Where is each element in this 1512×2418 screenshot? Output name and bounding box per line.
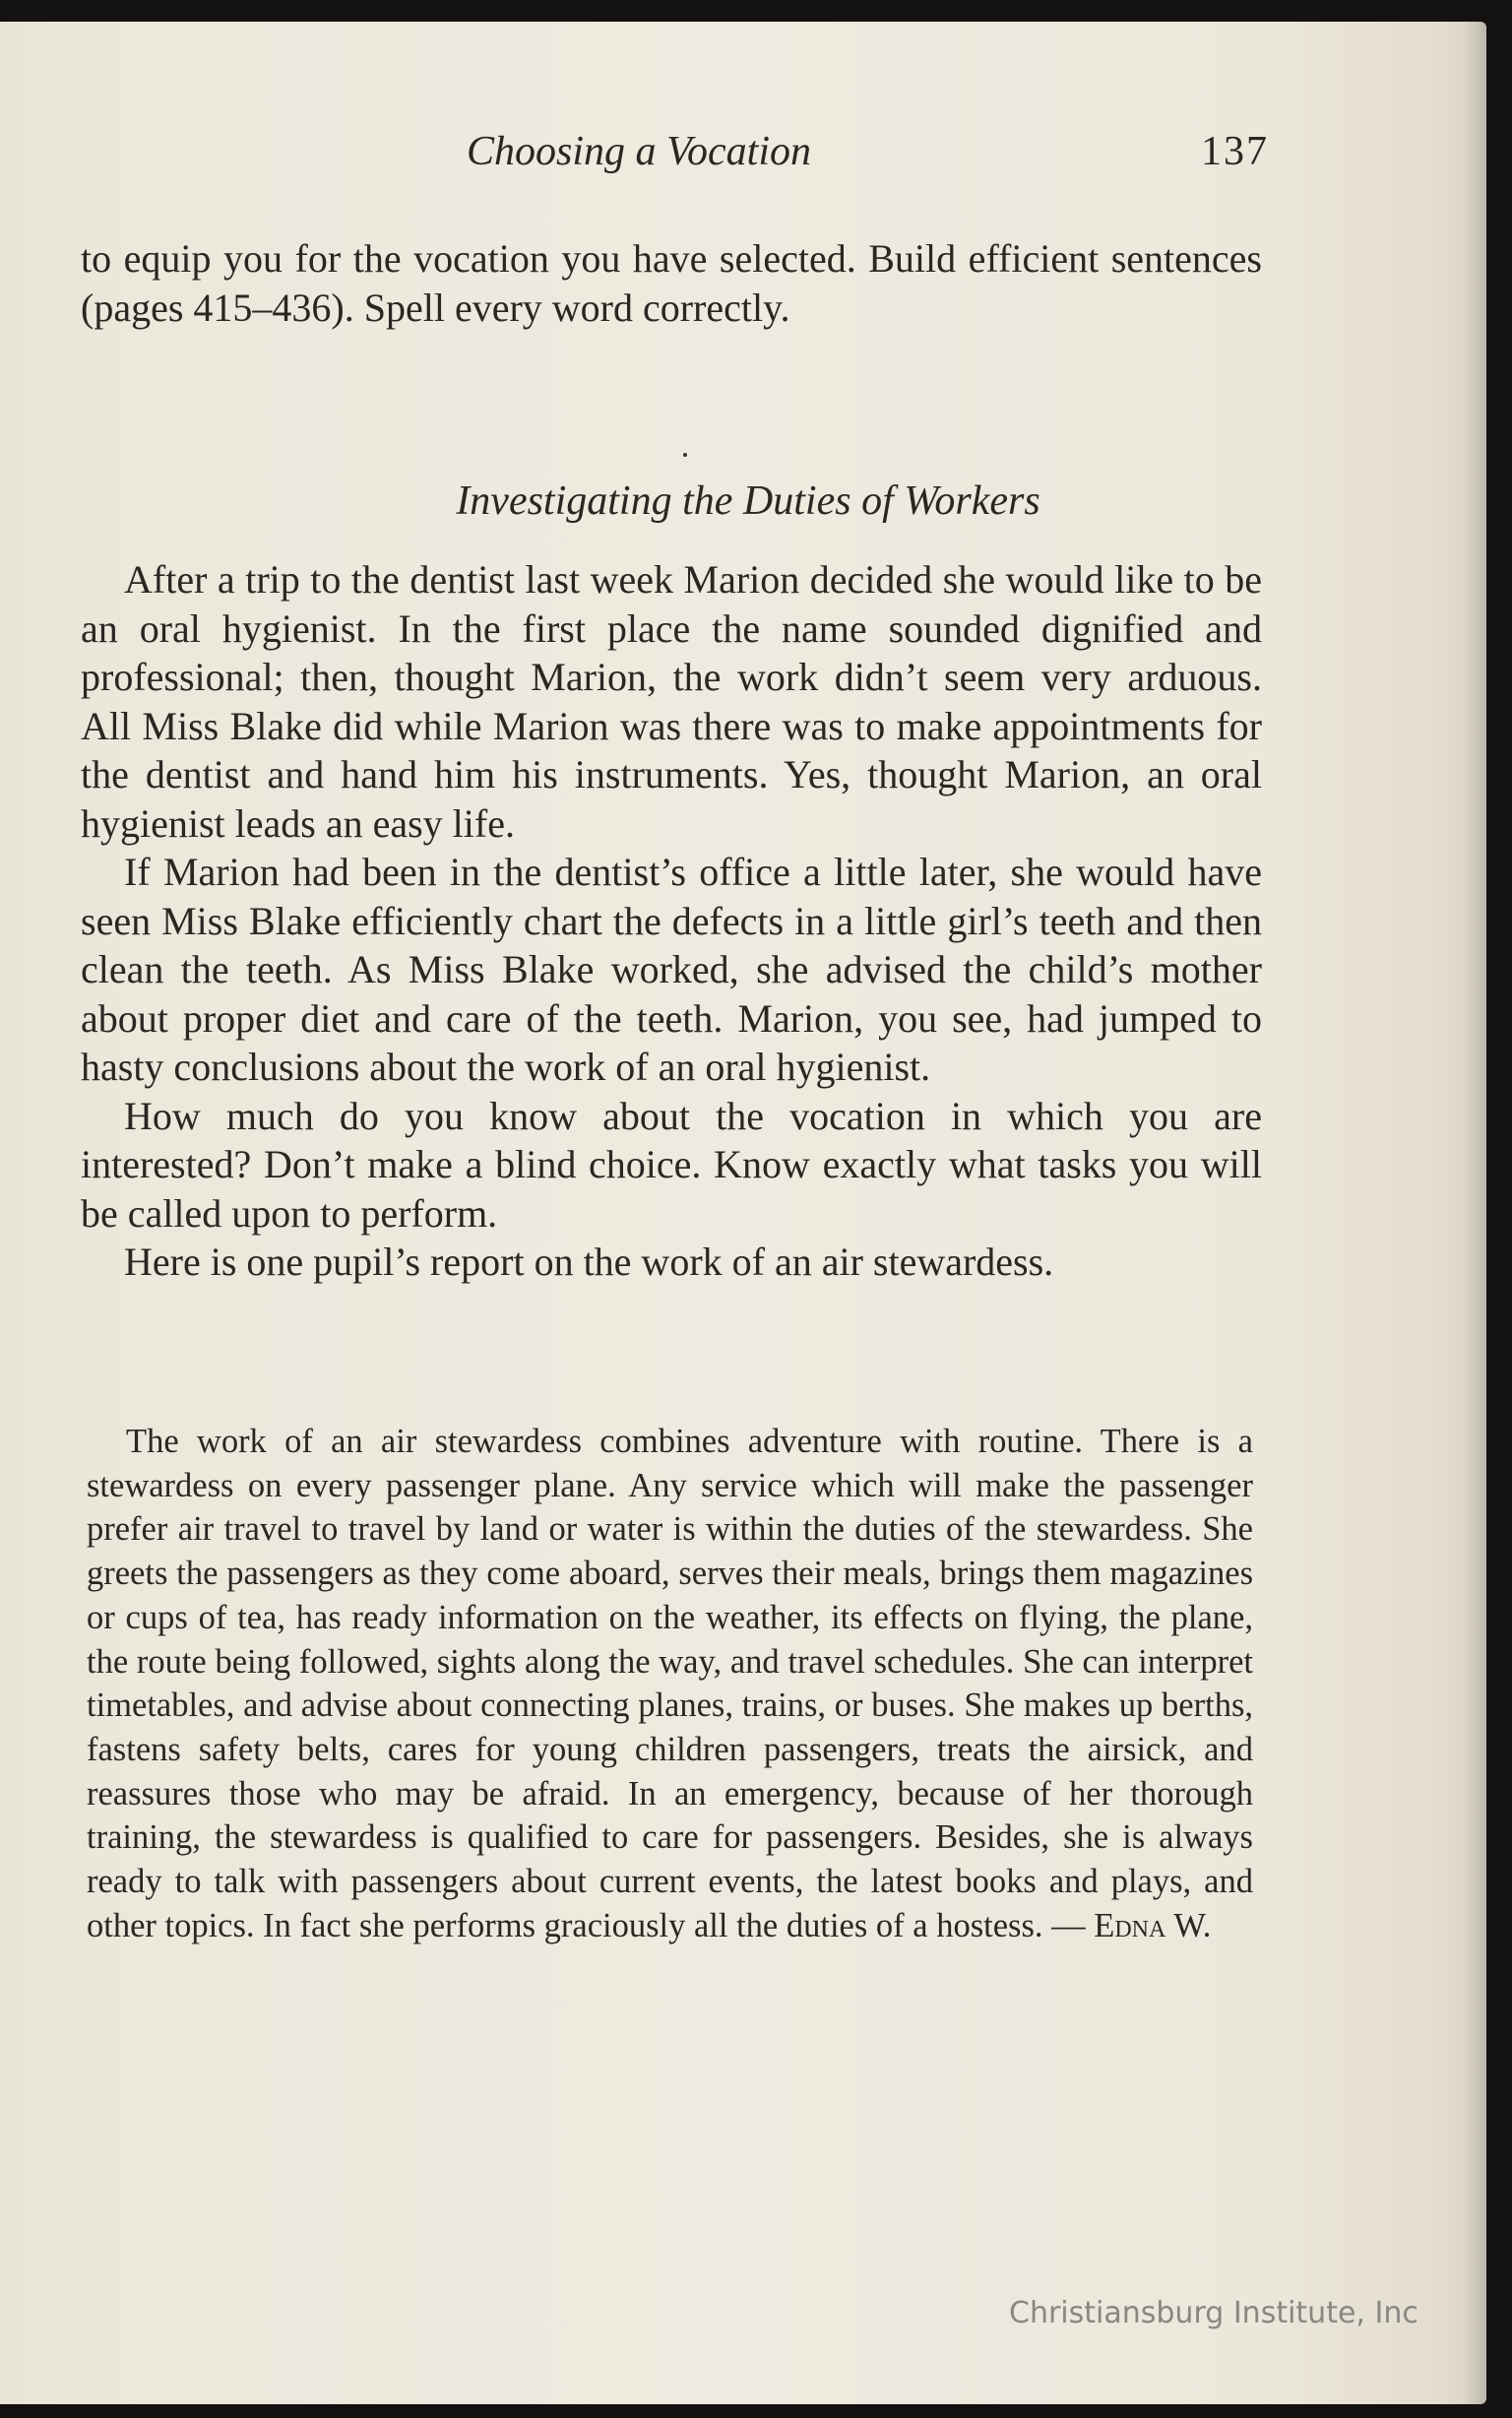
running-head-title: Choosing a Vocation: [467, 129, 812, 174]
main-body: [81, 555, 1262, 1287]
paragraph-pupil-report-intro: Here is one pupil’s report on the work of an air stewardess.: [124, 1240, 1054, 1284]
top-paragraph: to equip you for the vocation you have selected. Build efficient sentences (pages 415–436). Spell every word correctly.: [81, 236, 1262, 330]
section-heading: [0, 477, 1512, 525]
section-heading-text: Investigating the Duties of Workers: [456, 478, 1040, 524]
paragraph-know-vocation: How much do you know about the vocation in which you are interested? Don’t make a blind choice. Know exactly what tasks you will be called upon to perform.: [81, 1093, 1262, 1236]
quote-author: Edna W.: [1094, 1906, 1212, 1944]
top-paragraph-block: [81, 234, 1262, 332]
paragraph-marion-decision: After a trip to the dentist last week Marion decided she would like to be an oral hygienist. In the first place the name sounded dignified and professional; then, thought Marion, the work didn’t seem very arduous. All Miss Blake did while Marion was there was to make appointments for the dentist and hand him his instruments. Yes, thought Marion, an oral hygienist leads an easy life.: [81, 557, 1262, 846]
stray-mark: [683, 453, 687, 457]
page-number: 137: [1201, 129, 1269, 174]
paragraph-miss-blake: If Marion had been in the dentist’s office a little later, she would have seen Miss Blake efficiently chart the defects in a little girl’s teeth and then clean the teeth. As Miss Blake worked, she advised the child’s mother about proper diet and care of the teeth. Marion, you see, had jumped to hasty conclusions about the work of an oral hygienist.: [81, 850, 1262, 1089]
quote-text: The work of an air stewardess combines adventure with routine. There is a stewardess on every passenger plane. Any service which will make the passenger prefer air travel to travel by land or water is within the duties of the stewardess. She greets the passengers as they come aboard, serves their meals, brings them magazines or cups of tea, has ready information on the weather, its effects on flying, the plane, the route being followed, sights along the way, and travel schedules. She can interpret timetables, and advise about connecting planes, trains, or buses. She makes up berths, fastens safety belts, cares for young children passengers, treats the airsick, and reassures those who may be afraid. In an emergency, because of her thorough training, the stewardess is qualified to care for passengers. Besides, she is always ready to talk with passengers about current events, the latest books and plays, and other topics. In fact she performs graciously all the duties of a hostess. —: [87, 1423, 1253, 1944]
quote-paragraph: [87, 1420, 1253, 1947]
page-edge-shadow: [1465, 22, 1486, 2404]
watermark: Christiansburg Institute, Inc: [1009, 2296, 1418, 2330]
pupil-report-quote: [87, 1420, 1253, 1947]
